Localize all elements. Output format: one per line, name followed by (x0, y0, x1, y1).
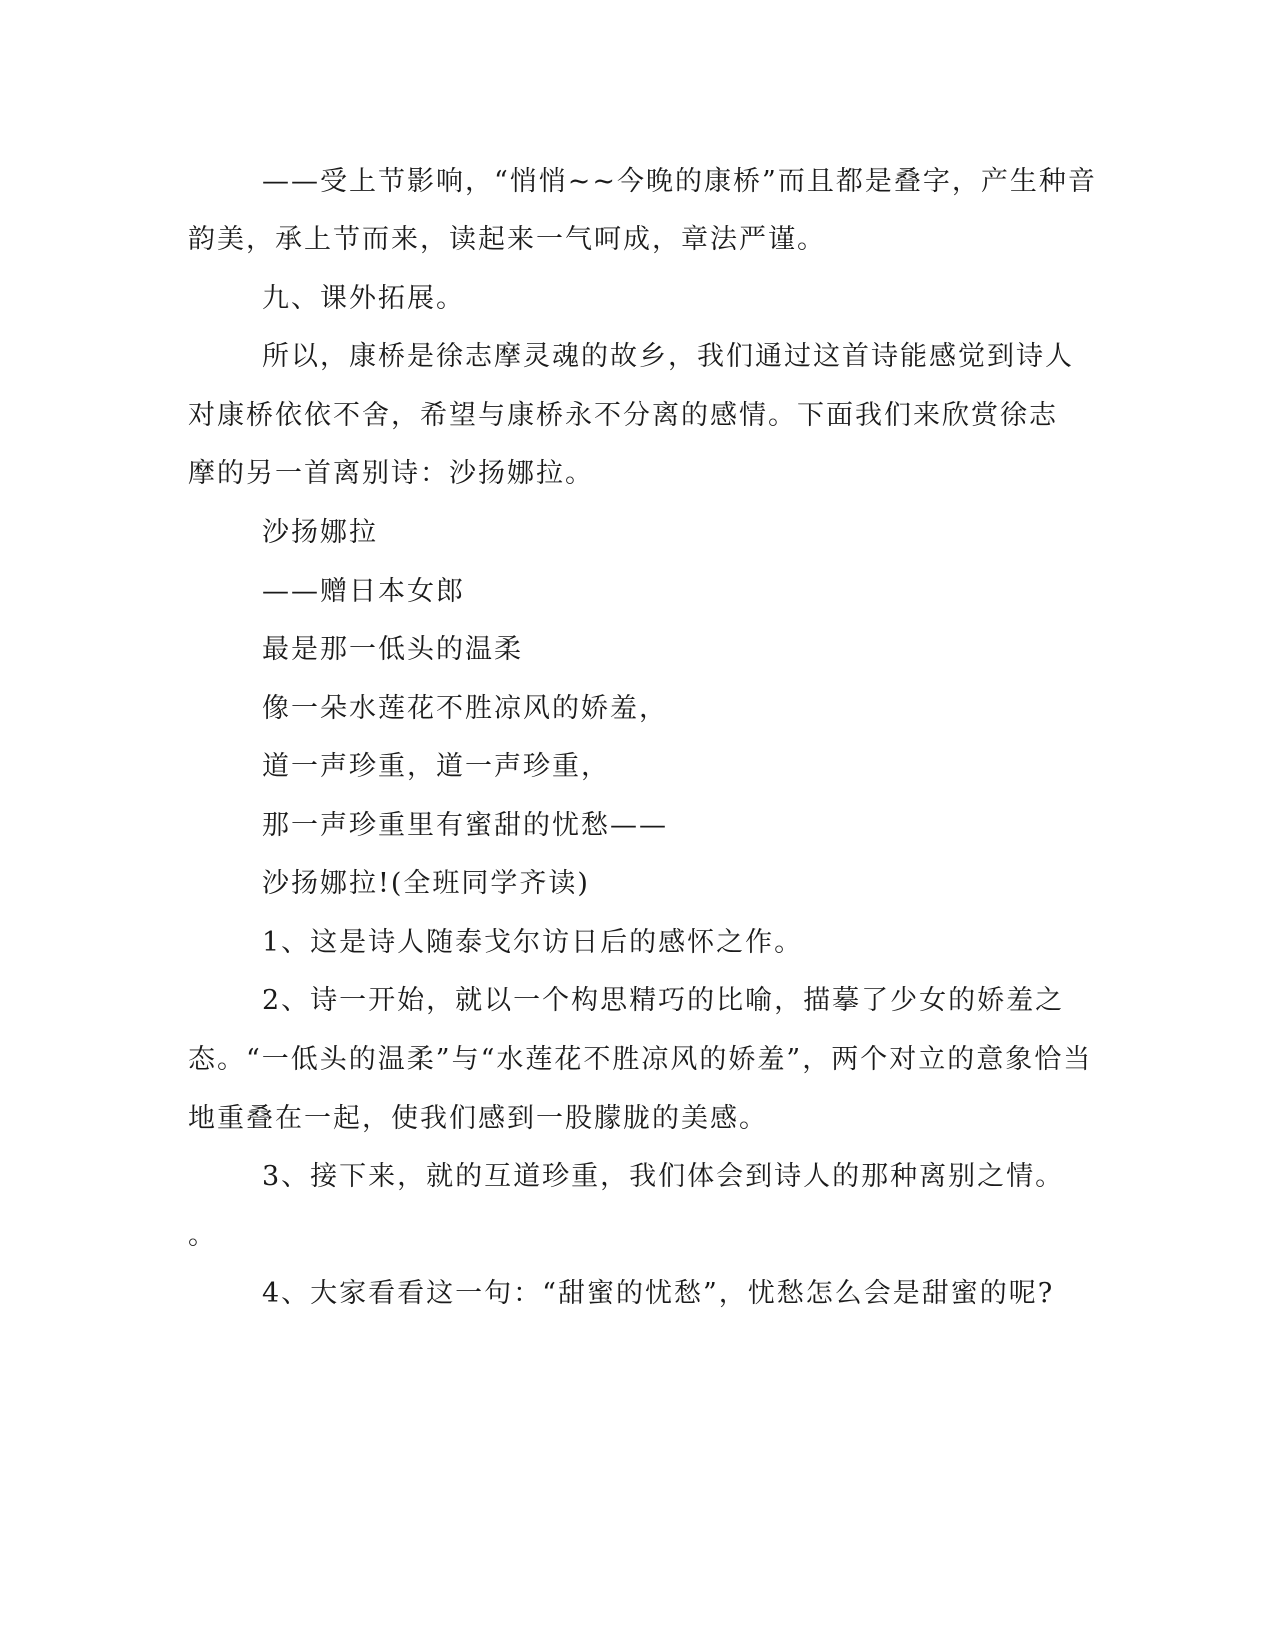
poem-line: 那一声珍重里有蜜甜的忧愁—— (262, 810, 668, 841)
section-heading: 九、课外拓展。 (262, 283, 465, 314)
paragraph-line: 。 (188, 1220, 217, 1251)
paragraph-line: 态。“一低头的温柔”与“水莲花不胜凉风的娇羞”，两个对立的意象恰当 (188, 1044, 1093, 1075)
poem-line: 像一朵水莲花不胜凉风的娇羞， (262, 693, 668, 724)
paragraph-line: 4、大家看看这一句：“甜蜜的忧愁”，忧愁怎么会是甜蜜的呢? (262, 1278, 1055, 1309)
poem-subtitle: ——赠日本女郎 (262, 576, 465, 607)
poem-line: 最是那一低头的温柔 (262, 634, 523, 665)
paragraph-line: 2、诗一开始，就以一个构思精巧的比喻，描摹了少女的娇羞之 (262, 985, 1065, 1016)
paragraph-line: 对康桥依依不舍，希望与康桥永不分离的感情。下面我们来欣赏徐志 (188, 400, 1058, 431)
paragraph-line: 摩的另一首离别诗：沙扬娜拉。 (188, 458, 594, 489)
paragraph-line: 1、这是诗人随泰戈尔访日后的感怀之作。 (262, 927, 804, 958)
paragraph-line: 3、接下来，就的互道珍重，我们体会到诗人的那种离别之情。 (262, 1161, 1065, 1192)
paragraph-line: 韵美，承上节而来，读起来一气呵成，章法严谨。 (188, 224, 826, 255)
poem-line: 沙扬娜拉!(全班同学齐读) (262, 868, 590, 899)
poem-line: 道一声珍重，道一声珍重， (262, 751, 610, 782)
paragraph-line: 所以，康桥是徐志摩灵魂的故乡，我们通过这首诗能感觉到诗人 (262, 341, 1074, 372)
paragraph-line: ——受上节影响，“悄悄~~今晚的康桥”而且都是叠字，产生种音 (262, 166, 1097, 197)
paragraph-line: 地重叠在一起，使我们感到一股朦胧的美感。 (188, 1103, 768, 1134)
poem-title: 沙扬娜拉 (262, 517, 378, 548)
